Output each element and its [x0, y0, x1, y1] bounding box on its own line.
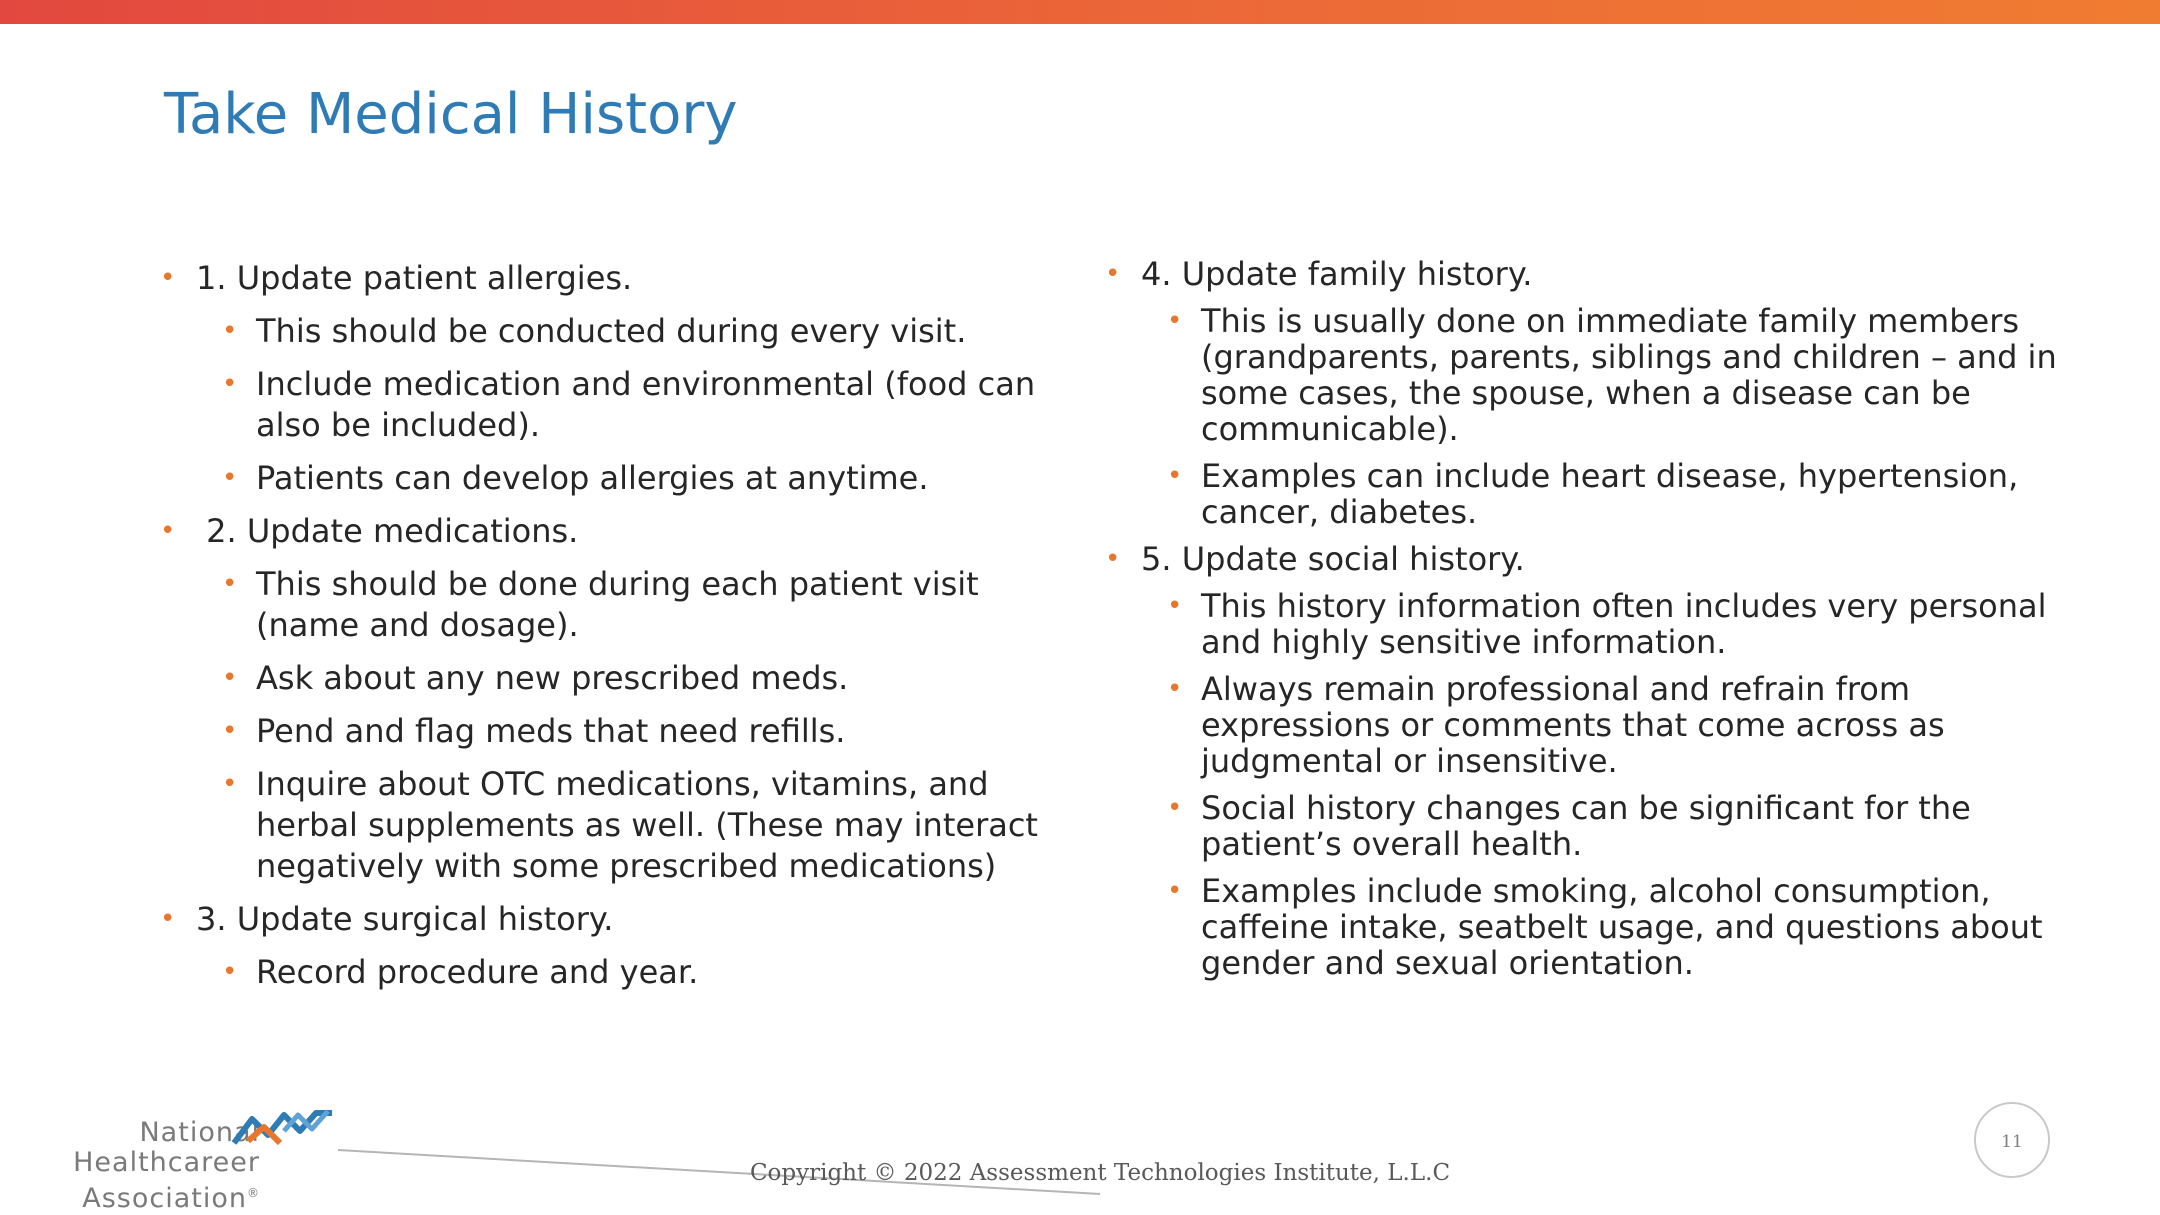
sub-bullet-item: • Include medication and environmental (food can also be included). [160, 364, 1060, 446]
sub-bullet-item: • Inquire about OTC medications, vitamins, and herbal supplements as well. (These may interact negatively with some prescribed medications) [160, 764, 1060, 887]
right-bullet-list [1105, 256, 2105, 992]
top-accent-bar [0, 0, 2160, 24]
page-number-badge: 11 [1974, 1102, 2050, 1178]
sub-bullet-item: • Patients can develop allergies at anytime. [160, 458, 1060, 499]
sub-bullet-item: • Always remain professional and refrain from expressions or comments that come across as judgmental or insensitive. [1105, 671, 2105, 779]
copyright-text: Copyright © 2022 Assessment Technologies Institute, L.L.C [749, 1160, 1451, 1186]
bullet-item: • 1. Update patient allergies. [160, 258, 1060, 299]
bullet-item: • 4. Update family history. [1105, 256, 2105, 292]
sub-bullet-item: • Examples can include heart disease, hypertension, cancer, diabetes. [1105, 458, 2105, 530]
sub-bullet-item: • Record procedure and year. [160, 952, 1060, 993]
logo-line-healthcareer: Healthcareer [73, 1147, 260, 1178]
left-bullet-list [160, 258, 1060, 1005]
sub-bullet-item: • This is usually done on immediate family members (grandparents, parents, siblings and children – and in some cases, the spouse, when a disease can be communicable). [1105, 303, 2105, 447]
bullet-item: • 5. Update social history. [1105, 541, 2105, 577]
sub-bullet-item: • Ask about any new prescribed meds. [160, 658, 1060, 699]
sub-bullet-item: • This should be done during each patient visit (name and dosage). [160, 564, 1060, 646]
sub-bullet-item: • This should be conducted during every visit. [160, 311, 1060, 352]
slide-title: Take Medical History [164, 82, 738, 147]
bullet-item: • 3. Update surgical history. [160, 899, 1060, 940]
sub-bullet-item: • Examples include smoking, alcohol consumption, caffeine intake, seatbelt usage, and questions about gender and sexual orientation. [1105, 873, 2105, 981]
logo-line-association: Association® [82, 1183, 260, 1214]
logo-chevron-icon [228, 1105, 338, 1151]
sub-bullet-item: • Pend and flag meds that need refills. [160, 711, 1060, 752]
sub-bullet-item: • Social history changes can be significant for the patient’s overall health. [1105, 790, 2105, 862]
logo-line-national: National [139, 1117, 260, 1148]
bullet-item: • 2. Update medications. [160, 511, 1060, 552]
sub-bullet-item: • This history information often includes very personal and highly sensitive information. [1105, 588, 2105, 660]
